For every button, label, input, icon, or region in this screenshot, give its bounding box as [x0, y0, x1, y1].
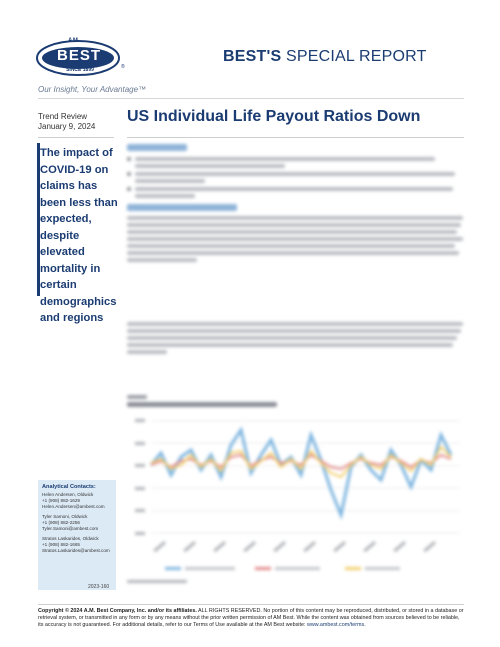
text-line: [127, 230, 457, 234]
contact-name: Stratos Laskarides, Oldwick: [42, 536, 99, 541]
text-line: [127, 329, 461, 333]
copyright-text: ALL RIGHTS RESERVED. No portion of this content may be reproduced, distributed, or stored in a database or retrieval system, or transmitted in any form or by any means without the prior written permission of AM Best. While the content was obtained from sources believed to be reliable, its accuracy is not guaranteed. For additional details, refer to our Terms of Use available at the AM Best website:: [38, 608, 464, 629]
analytical-contacts-box: [38, 480, 116, 590]
header-divider: [38, 98, 464, 99]
y-axis-ticks-blurred: [135, 419, 145, 535]
legend-blurred: [165, 567, 400, 570]
report-category: Trend Review: [38, 112, 88, 121]
text-line: [135, 157, 435, 161]
text-line: [135, 179, 205, 183]
text-line: [127, 237, 463, 241]
contact-entry: [42, 536, 112, 554]
report-date: January 9, 2024: [38, 122, 96, 131]
chart-source-blurred: [127, 580, 187, 583]
text-line: [127, 223, 461, 227]
logo-am-text: AM: [68, 38, 79, 44]
contact-phone: +1 (908) 882-1629: [42, 498, 80, 503]
contact-email[interactable]: Tyler.Samoni@ambest.com: [42, 526, 99, 531]
logo-trademark: ®: [121, 64, 125, 70]
contact-name: Tyler Samoni, Oldwick: [42, 514, 88, 519]
paragraph-blurred: [127, 322, 465, 354]
text-line: [135, 187, 453, 191]
contact-email[interactable]: Helen.Andersen@ambest.com: [42, 504, 105, 509]
report-label-rest: SPECIAL REPORT: [281, 48, 427, 65]
text-line: [135, 172, 455, 176]
contact-email[interactable]: Stratos.Laskarides@ambest.com: [42, 548, 110, 553]
report-type-label: [223, 48, 427, 66]
text-line: [135, 164, 285, 168]
contact-entry: [42, 492, 112, 510]
footer-end: .: [364, 622, 366, 629]
x-axis-labels-blurred: [153, 541, 436, 552]
contacts-heading: Analytical Contacts:: [42, 484, 96, 490]
copyright-footer: [38, 608, 464, 630]
text-line: [127, 350, 167, 354]
contact-name: Helen Andersen, Oldwick: [42, 492, 94, 497]
text-line: [127, 336, 457, 340]
report-label-bold: BEST'S: [223, 48, 282, 65]
section-heading-blurred: [127, 144, 187, 151]
text-line: [127, 322, 463, 326]
contact-entry: [42, 514, 112, 532]
contact-phone: +1 (908) 882-2256: [42, 520, 80, 525]
terms-link[interactable]: www.ambest.com/terms: [306, 622, 365, 629]
text-line: [135, 194, 195, 198]
text-line: [127, 258, 197, 262]
bullet-dot: [127, 172, 131, 176]
paragraph-blurred: [127, 216, 465, 262]
exhibit-title-blurred: [127, 402, 277, 407]
page-title: US Individual Life Payout Ratios Down: [127, 108, 421, 125]
section-heading-blurred: [127, 204, 237, 211]
logo-since-text: SINCE 1899: [66, 67, 94, 73]
text-line: [127, 251, 459, 255]
contact-phone: +1 (908) 882-1665: [42, 542, 80, 547]
bullet-dot: [127, 157, 131, 161]
logo-best-text: BEST: [56, 47, 101, 64]
body-text-blurred: [127, 144, 465, 394]
copyright-bold: Copyright © 2024 A.M. Best Company, Inc. and/or its affiliates.: [38, 608, 197, 614]
bullet-dot: [127, 187, 131, 191]
text-line: [127, 216, 463, 220]
footer-divider: [38, 604, 464, 605]
exhibit-chart-blurred: [125, 395, 465, 590]
text-line: [127, 244, 455, 248]
exhibit-label-blurred: [127, 395, 147, 399]
sidebar-divider: [38, 137, 114, 138]
text-line: [127, 343, 453, 347]
pull-quote: The impact of COVID-19 on claims has been less than expected, despite elevated mortality in certain demographics and regions: [40, 147, 118, 324]
document-number: 2023-160: [88, 584, 110, 590]
title-divider: [127, 137, 464, 138]
tagline: Our Insight, Your Advantage™: [38, 85, 147, 94]
